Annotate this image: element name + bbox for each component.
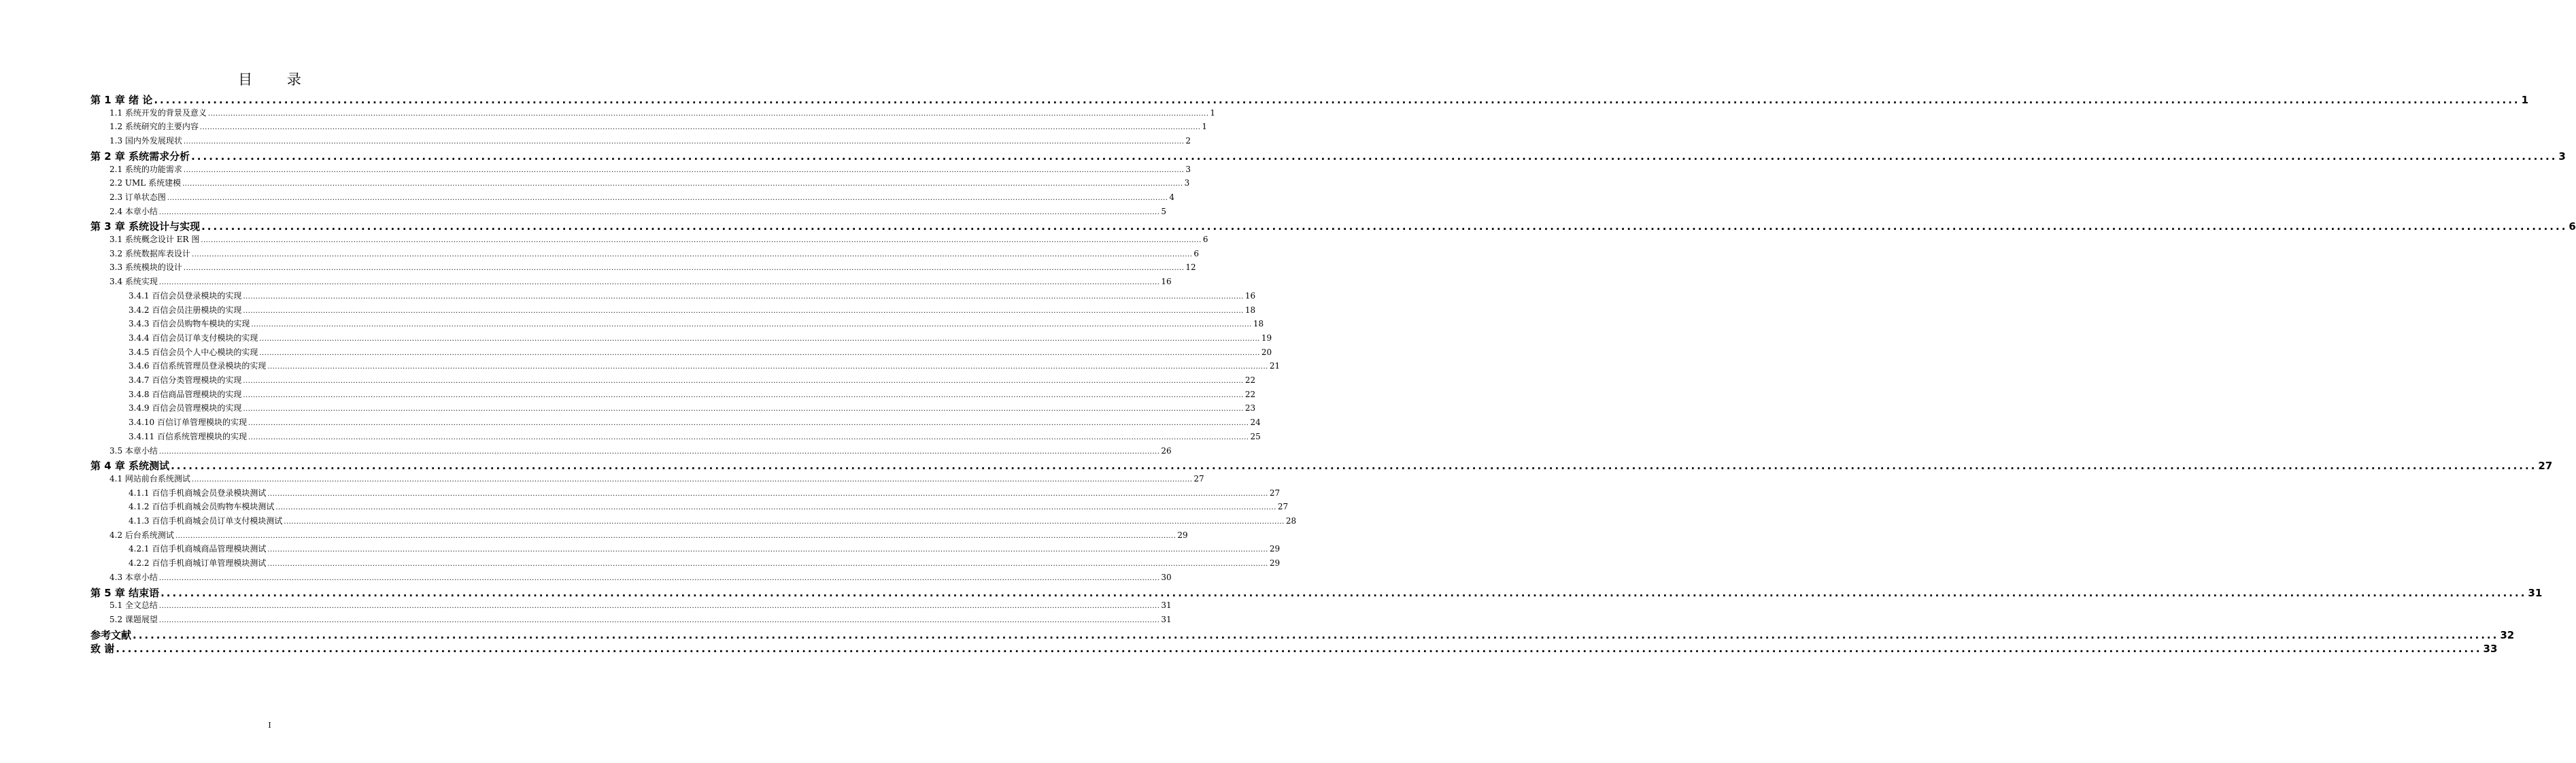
toc-entry-page: 1 <box>1210 107 1216 118</box>
toc-entry-label: 4.1.1 百信手机商城会员登录模块测试 <box>129 488 267 498</box>
toc-entry-label: 第 4 章 系统测试 <box>90 460 170 473</box>
toc-entry-page: 6 <box>2569 220 2576 233</box>
toc-entry-page: 30 <box>1161 572 1172 582</box>
toc-entry-label: 4.1.2 百信手机商城会员购物车模块测试 <box>129 502 275 512</box>
toc-entry-page: 3 <box>1184 178 1190 188</box>
toc-entry[interactable] <box>90 191 1175 203</box>
toc-entry-page: 27 <box>1277 502 1289 512</box>
dot-leader: ................................................................................................................................................................................................................................................................................................................................................................................................................ <box>183 138 1185 146</box>
toc-entry-label: 3.1 系统概念设计 ER 图 <box>109 235 200 244</box>
toc-entry-page: 3 <box>1185 164 1191 174</box>
toc-entry[interactable] <box>90 248 1200 259</box>
toc-entry[interactable] <box>90 219 2576 233</box>
toc-entry-label: 3.4.8 百信商品管理模块的实现 <box>129 389 242 399</box>
toc-entry[interactable] <box>90 543 1281 554</box>
toc-entry-page: 24 <box>1250 418 1261 428</box>
toc-entry-label: 3.2 系统数据库表设计 <box>109 248 190 258</box>
toc-entry[interactable] <box>90 233 1208 245</box>
dot-leader: ................................................................................................................................................................................................................................................................................................................................................................................................................ <box>191 250 1193 258</box>
dot-leader: ................................................................................................................................................................................................................................................................................................................................................................................................................ <box>243 307 1244 315</box>
dot-leader: ................................................................................................................................................................................................................................................................................................................................................................................................................ <box>243 292 1244 301</box>
toc-entry-label: 3.4 系统实现 <box>109 277 158 287</box>
toc-entry-label: 5.2 课题展望 <box>109 614 158 624</box>
toc-entry-label: 第 1 章 绪 论 <box>90 94 153 106</box>
toc-entry[interactable] <box>90 304 1256 316</box>
toc-entry-page: 31 <box>2528 586 2543 599</box>
toc-entry-page: 27 <box>1269 488 1281 498</box>
toc-entry-page: 4 <box>1169 192 1175 202</box>
toc-entry[interactable] <box>90 613 1172 625</box>
toc-entry-label: 5.1 全文总结 <box>109 600 158 611</box>
toc-entry-page: 18 <box>1253 319 1264 329</box>
toc-entry-label: 3.4.10 百信订单管理模块的实现 <box>129 418 247 428</box>
toc-entry-label: 2.4 本章小结 <box>109 206 158 216</box>
dot-leader: ................................................................................................................................................................................................................................................................................................................................................................................................................ <box>158 279 1160 287</box>
dot-leader: ................................................................................................................................................................................................................................................................................................................................................................................................................ <box>267 363 1268 371</box>
toc-entry[interactable] <box>90 290 1256 301</box>
toc-entry[interactable] <box>90 473 1204 484</box>
dot-leader: ................................................................................................................................................................................................................................................................................................................................................................................................................ <box>133 628 2499 641</box>
toc-entry-label: 4.3 本章小结 <box>109 572 158 582</box>
toc-entry[interactable] <box>90 360 1281 371</box>
dot-leader: ................................................................................................................................................................................................................................................................................................................................................................................................................ <box>201 220 2568 233</box>
toc-entry-page: 16 <box>1161 277 1172 287</box>
dot-leader: ................................................................................................................................................................................................................................................................................................................................................................................................................ <box>116 643 2482 656</box>
toc-entry-page: 1 <box>2521 94 2529 106</box>
dot-leader: ................................................................................................................................................................................................................................................................................................................................................................................................................ <box>158 208 1160 216</box>
toc-entry-label: 参考文献 <box>90 628 132 641</box>
dot-leader: ................................................................................................................................................................................................................................................................................................................................................................................................................ <box>251 321 1252 329</box>
toc-entry[interactable] <box>90 275 1172 287</box>
toc-entry-label: 1.3 国内外发展现状 <box>109 136 182 146</box>
toc-entry-label: 致 谢 <box>90 643 115 656</box>
dot-leader: ................................................................................................................................................................................................................................................................................................................................................................................................................ <box>248 433 1249 441</box>
dot-leader: ................................................................................................................................................................................................................................................................................................................................................................................................................ <box>160 586 2527 599</box>
toc-entry[interactable] <box>90 430 1261 442</box>
toc-entry[interactable] <box>90 571 1172 583</box>
toc-entry-page: 2 <box>1185 136 1191 146</box>
dot-leader: ................................................................................................................................................................................................................................................................................................................................................................................................................ <box>175 532 1176 540</box>
toc-entry-label: 3.4.7 百信分类管理模块的实现 <box>129 375 242 385</box>
toc-entry-label: 3.4.9 百信会员管理模块的实现 <box>129 403 242 413</box>
dot-leader: ................................................................................................................................................................................................................................................................................................................................................................................................................ <box>167 194 1168 202</box>
toc-entry[interactable] <box>90 641 2498 656</box>
dot-leader: ................................................................................................................................................................................................................................................................................................................................................................................................................ <box>207 109 1209 118</box>
dot-leader: ................................................................................................................................................................................................................................................................................................................................................................................................................ <box>183 166 1185 174</box>
toc-entry-label: 4.1.3 百信手机商城会员订单支付模块测试 <box>129 516 283 526</box>
toc-entry-page: 33 <box>2483 643 2498 656</box>
toc-entry-page: 6 <box>1193 248 1200 258</box>
toc-entry[interactable] <box>90 388 1256 400</box>
toc-title: 目 录 <box>238 71 316 88</box>
toc-entry-page: 27 <box>1193 473 1204 484</box>
toc-entry[interactable] <box>90 628 2515 642</box>
dot-leader: ................................................................................................................................................................................................................................................................................................................................................................................................................ <box>243 377 1244 385</box>
toc-entry[interactable] <box>90 318 1264 329</box>
toc-entry[interactable] <box>90 402 1256 413</box>
dot-leader: ................................................................................................................................................................................................................................................................................................................................................................................................................ <box>183 265 1185 273</box>
toc-entry-label: 3.4.6 百信系统管理员登录模块的实现 <box>129 361 267 371</box>
toc-entry[interactable] <box>90 599 1172 611</box>
dot-leader: ................................................................................................................................................................................................................................................................................................................................................................................................................ <box>259 335 1260 343</box>
dot-leader: ................................................................................................................................................................................................................................................................................................................................................................................................................ <box>267 560 1268 569</box>
toc-entry-label: 3.4.4 百信会员订单支付模块的实现 <box>129 333 258 343</box>
toc-entry-page: 22 <box>1244 375 1256 385</box>
toc-entry-page: 3 <box>2558 150 2566 163</box>
dot-leader: ................................................................................................................................................................................................................................................................................................................................................................................................................ <box>259 349 1260 357</box>
toc-entry[interactable] <box>90 120 1208 132</box>
toc-entry-label: 3.5 本章小结 <box>109 445 158 456</box>
toc-entry-label: 3.4.1 百信会员登录模块的实现 <box>129 290 242 301</box>
dot-leader: ................................................................................................................................................................................................................................................................................................................................................................................................................ <box>154 94 2520 106</box>
toc-entry[interactable] <box>90 529 1188 541</box>
toc-entry-page: 29 <box>1177 530 1188 540</box>
toc-entry-label: 2.3 订单状态图 <box>109 192 166 202</box>
toc-entry-label: 第 5 章 结束语 <box>90 586 160 599</box>
dot-leader: ................................................................................................................................................................................................................................................................................................................................................................................................................ <box>182 180 1183 188</box>
dot-leader: ................................................................................................................................................................................................................................................................................................................................................................................................................ <box>275 504 1276 512</box>
toc-entry-page: 12 <box>1185 262 1196 273</box>
toc-entry-page: 27 <box>2538 460 2553 473</box>
toc-entry[interactable] <box>90 205 1167 217</box>
dot-leader: ................................................................................................................................................................................................................................................................................................................................................................................................................ <box>284 518 1285 526</box>
toc-entry[interactable] <box>90 501 1289 512</box>
toc-entry[interactable] <box>90 177 1190 188</box>
dot-leader: ................................................................................................................................................................................................................................................................................................................................................................................................................ <box>191 150 2558 163</box>
toc-entry-page: 21 <box>1269 361 1281 371</box>
toc-entry-page: 29 <box>1269 558 1281 569</box>
toc-entry-label: 2.1 系统的功能需求 <box>109 164 182 174</box>
toc-entry-page: 18 <box>1244 305 1256 315</box>
dot-leader: ................................................................................................................................................................................................................................................................................................................................................................................................................ <box>267 546 1268 554</box>
dot-leader: ................................................................................................................................................................................................................................................................................................................................................................................................................ <box>248 420 1249 428</box>
toc-entry-page: 26 <box>1161 445 1172 456</box>
toc-entry-label: 第 3 章 系统设计与实现 <box>90 220 201 233</box>
toc-entry-label: 4.2 后台系统测试 <box>109 530 174 540</box>
toc-entry-page: 22 <box>1244 389 1256 399</box>
toc-entry-page: 31 <box>1161 600 1172 611</box>
toc-entry-page: 5 <box>1161 206 1167 216</box>
dot-leader: ................................................................................................................................................................................................................................................................................................................................................................................................................ <box>243 391 1244 399</box>
dot-leader: ................................................................................................................................................................................................................................................................................................................................................................................................................ <box>267 490 1268 498</box>
toc-entry[interactable] <box>90 487 1281 498</box>
toc-entry-page: 20 <box>1261 347 1272 357</box>
toc-entry[interactable] <box>90 374 1256 386</box>
toc-entry[interactable] <box>90 107 1216 118</box>
dot-leader: ................................................................................................................................................................................................................................................................................................................................................................................................................ <box>158 447 1160 456</box>
toc-entry[interactable] <box>90 346 1272 358</box>
toc-entry[interactable] <box>90 416 1261 428</box>
toc-entry-page: 32 <box>2500 628 2515 641</box>
toc-entry-label: 3.3 系统模块的设计 <box>109 262 182 273</box>
dot-leader: ................................................................................................................................................................................................................................................................................................................................................................................................................ <box>158 616 1160 624</box>
toc-entry-page: 1 <box>1202 122 1208 132</box>
toc-entry-page: 29 <box>1269 544 1281 554</box>
toc-entry[interactable] <box>90 135 1191 146</box>
toc-entry-page: 6 <box>1202 235 1208 244</box>
toc-entry-label: 4.1 网站前台系统测试 <box>109 473 190 484</box>
toc-entry-page: 31 <box>1161 614 1172 624</box>
toc-entry[interactable] <box>90 261 1196 273</box>
toc-entry-label: 4.2.2 百信手机商城订单管理模块测试 <box>129 558 267 569</box>
toc-entry[interactable] <box>90 149 2566 163</box>
toc-entry[interactable] <box>90 163 1191 175</box>
dot-leader: ................................................................................................................................................................................................................................................................................................................................................................................................................ <box>199 124 1201 132</box>
dot-leader: ................................................................................................................................................................................................................................................................................................................................................................................................................ <box>158 574 1160 582</box>
toc-entry[interactable] <box>90 458 2553 473</box>
dot-leader: ................................................................................................................................................................................................................................................................................................................................................................................................................ <box>158 603 1160 611</box>
toc-entry-label: 4.2.1 百信手机商城商品管理模块测试 <box>129 544 267 554</box>
toc-entry-label: 3.4.11 百信系统管理模块的实现 <box>129 431 247 441</box>
toc-entry[interactable] <box>90 586 2543 600</box>
toc-entry-label: 1.1 系统开发的背景及意义 <box>109 107 207 118</box>
toc-entry-label: 2.2 UML 系统建模 <box>109 178 182 188</box>
toc-entry-page: 19 <box>1261 333 1272 343</box>
toc-entry[interactable] <box>90 92 2529 107</box>
toc-entry-label: 3.4.2 百信会员注册模块的实现 <box>129 305 242 315</box>
toc-entry[interactable] <box>90 332 1272 343</box>
toc-entry[interactable] <box>90 515 1297 526</box>
toc-entry-label: 1.2 系统研究的主要内容 <box>109 122 199 132</box>
toc-entry-page: 16 <box>1244 290 1256 301</box>
toc-entry-page: 23 <box>1244 403 1256 413</box>
dot-leader: ................................................................................................................................................................................................................................................................................................................................................................................................................ <box>243 405 1244 413</box>
toc-entry[interactable] <box>90 445 1172 456</box>
dot-leader: ................................................................................................................................................................................................................................................................................................................................................................................................................ <box>171 460 2537 473</box>
page-number: I <box>268 721 271 730</box>
dot-leader: ................................................................................................................................................................................................................................................................................................................................................................................................................ <box>191 475 1193 484</box>
toc-entry[interactable] <box>90 557 1281 569</box>
toc-entry-page: 25 <box>1250 431 1261 441</box>
toc-entry-page: 28 <box>1285 516 1297 526</box>
toc-entry-label: 3.4.5 百信会员个人中心模块的实现 <box>129 347 258 357</box>
toc-entry-label: 3.4.3 百信会员购物车模块的实现 <box>129 319 250 329</box>
toc-entry-label: 第 2 章 系统需求分析 <box>90 150 190 163</box>
dot-leader: ................................................................................................................................................................................................................................................................................................................................................................................................................ <box>201 237 1202 244</box>
